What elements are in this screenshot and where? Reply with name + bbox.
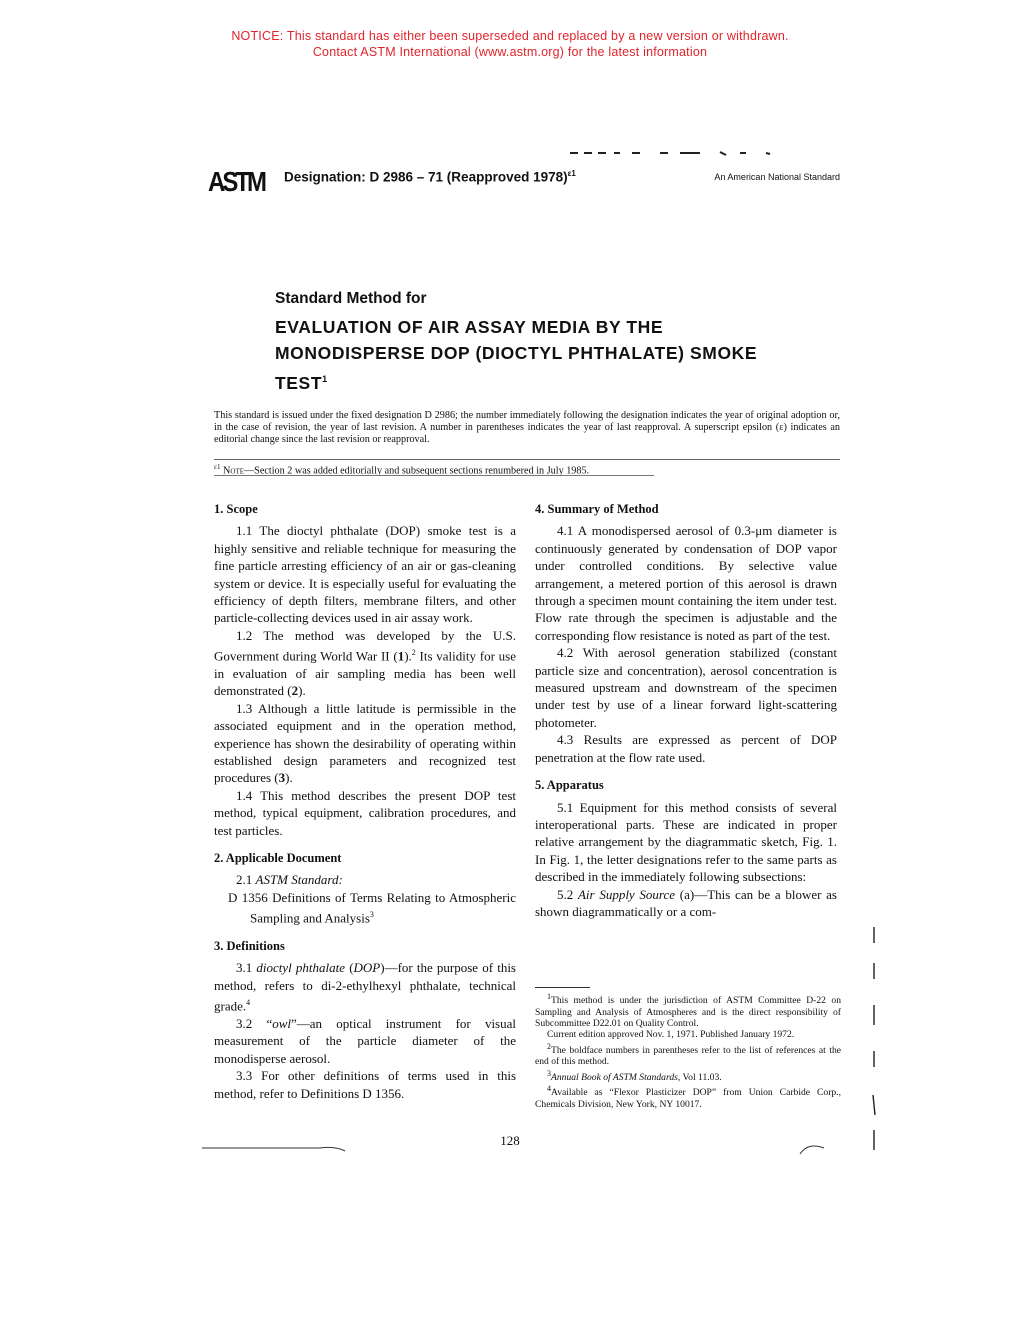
standard-method-label: Standard Method for	[275, 290, 427, 307]
para-5-2-a: 5.2	[557, 886, 578, 902]
para-2-1-a: 2.1	[236, 872, 256, 888]
scan-artifact-bottom-right	[798, 1140, 828, 1156]
footnote-1-mark: 1	[547, 992, 551, 1001]
title-line-1: EVALUATION OF AIR ASSAY MEDIA BY THE	[275, 317, 664, 337]
ref-2: 2	[291, 683, 299, 699]
designation-sup: ε1	[567, 169, 576, 178]
right-column	[535, 501, 837, 920]
footnote-ref-4: 4	[246, 998, 251, 1008]
footnote-2-mark: 2	[547, 1041, 551, 1051]
ref-3: 3	[278, 770, 286, 786]
para-3-1-c: (	[345, 960, 354, 976]
para-1-2-a: 1.2 The method was developed by the U.S. Government during World War II (	[214, 627, 516, 664]
para-5-2	[535, 886, 837, 921]
air-supply-source: Air Supply Source	[577, 886, 676, 902]
title-line-2: MONODISPERSE DOP (DIOCTYL PHTHALATE) SMOKE	[275, 343, 758, 363]
footnote-2-text: The boldface numbers in parentheses refer to the list of references at the end of this method.	[535, 1045, 841, 1068]
para-3-2-a: 3.2 “	[236, 1015, 273, 1031]
footnote-rule	[535, 987, 590, 988]
note-label: Note	[223, 465, 244, 477]
para-1-2	[214, 627, 516, 700]
para-1-4: 1.4 This method describes the present DOP test method, typical equipment, calibration procedures, and test particles.	[214, 787, 516, 838]
astm-logo-text: ASTM	[233, 198, 239, 200]
section-3-heading: 3. Definitions	[214, 939, 285, 953]
footnote-ref-2: 2	[411, 648, 416, 658]
svg-text:ASTM: ASTM	[208, 167, 264, 198]
section-4-heading: 4. Summary of Method	[535, 502, 659, 516]
footnote-4-mark: 4	[547, 1084, 551, 1094]
para-2-2	[214, 889, 516, 927]
para-5-1: 5.1 Equipment for this method consists of several interoperational parts. These are indicated in proper relative arrangement by the diagrammatic sketch, Fig. 1. In Fig. 1, the letter designations refer to the same parts as described in the immediately following subsections:	[535, 799, 837, 885]
scan-artifact-bottom-left	[200, 1140, 350, 1152]
footnote-1-text: This method is under the jurisdiction of ASTM Committee D-22 on Sampling and Analysis of Atmospheres and is the direct responsibility of Subcommittee D22.01 on Quality Control.	[535, 995, 841, 1029]
para-3-1	[214, 959, 516, 1015]
footnote-4	[535, 1083, 841, 1110]
notice-line-1: NOTICE: This standard has either been superseded and replaced by a new version or withdrawn.	[231, 29, 789, 43]
para-3-1-e: )—for the purpose of this method, refers to di-2-ethylhexyl phthalate, technical grade.	[214, 960, 516, 1014]
astm-standard-label: ASTM Standard:	[255, 872, 343, 888]
intro-paragraph: This standard is issued under the fixed designation D 2986; the number immediately following the designation indicates the year of original adoption or, in the case of revision, the year of last revision. A number in parentheses indicates the year of last reapproval. A superscript epsilon (ε) indicates an editorial change since the last revision or reapproval.	[214, 410, 840, 445]
footnote-4-text: Available as “Flexor Plasticizer DOP” from Union Carbide Corp., Chemicals Division, New York, NY 10017.	[535, 1087, 841, 1110]
astm-logo-icon	[208, 160, 264, 200]
ref-1: 1	[397, 648, 405, 664]
american-national-standard: An American National Standard	[714, 172, 840, 182]
notice-line-2: Contact ASTM International (www.astm.org) for the latest information	[312, 45, 708, 59]
para-3-3: 3.3 For other definitions of terms used in this method, refer to Definitions D 1356.	[214, 1068, 516, 1101]
footnote-1	[535, 991, 841, 1029]
note-text: —Section 2 was added editorially and subsequent sections renumbered in July 1985.	[243, 465, 590, 477]
footnote-1b: Current edition approved Nov. 1, 1971. Published January 1972.	[547, 1029, 795, 1041]
section-1-heading: 1. Scope	[214, 502, 258, 516]
para-1-3	[214, 700, 516, 787]
footnote-2	[535, 1041, 841, 1068]
para-3-1-a: 3.1	[236, 960, 257, 976]
para-4-2: 4.2 With aerosol generation stabilized (constant particle size and concentration), aerosol concentration is measured upstream and downstream of the specimen under test by use of a linear forward light-scattering photometer.	[535, 645, 837, 730]
footnote-3-vol: , Vol 11.03.	[677, 1072, 722, 1083]
title-line-3	[275, 366, 815, 396]
term-dop: dioctyl phthalate	[256, 960, 346, 976]
scan-artifact-right-margin	[868, 925, 880, 1155]
designation-text: Designation: D 2986 – 71 (Reapproved 1978)	[284, 169, 568, 185]
para-4-1: 4.1 A monodispersed aerosol of 0.3-μm diameter is continuously generated by condensation of DOP vapor under controlled conditions. By selective value arrangement, a metered portion of this aerosol is drawn through a specimen mount containing the item under test. Flow rate through the specimen is adjustable and the corresponding flow resistance is noted as part of the test.	[535, 523, 837, 643]
para-1-1: 1.1 The dioctyl phthalate (DOP) smoke test is a highly sensitive and reliable technique for measuring the fine particle arresting efficiency of an air or gas-cleaning system or device. It is especially useful for evaluating the efficiency of depth filters, membrane filters, and other particle-collecting devices used in air assay work.	[214, 523, 516, 626]
left-column	[214, 501, 516, 1102]
scan-artifact-dashes	[570, 150, 800, 156]
d1356-reference: D 1356 Definitions of Terms Relating to Atmospheric Sampling and Analysis	[228, 889, 516, 926]
designation-header	[208, 160, 840, 200]
term-dop-abbr: DOP	[353, 960, 381, 976]
note-divider	[214, 475, 654, 476]
para-1-3-a: 1.3 Although a little latitude is permissible in the associated equipment and in the operation method, experience has shown the desirability of operating within established design parameters and recognized test procedures (	[214, 700, 516, 786]
para-1-3-c: ).	[285, 770, 293, 786]
title-block	[275, 290, 815, 396]
footnotes	[535, 991, 841, 1110]
page-number: 128	[500, 1133, 520, 1148]
section-2-heading: 2. Applicable Document	[214, 851, 342, 866]
para-3-2	[214, 1015, 516, 1067]
term-owl: owl	[272, 1015, 292, 1031]
section-5-heading: 5. Apparatus	[535, 778, 604, 793]
para-1-2-f: ).	[298, 683, 306, 699]
notice-banner	[0, 28, 1020, 60]
footnote-3	[535, 1068, 841, 1084]
title-line-3-text: TEST	[275, 372, 323, 393]
para-3-2-c: ”—an optical instrument for visual measurement of the particle diameter of the monodisperse aerosol.	[214, 1015, 516, 1066]
designation	[284, 169, 576, 185]
para-2-1	[214, 871, 516, 888]
para-1-2-c: ).	[404, 648, 412, 664]
para-1-2-d: Its validity for use in evaluation of air sampling media has been well demonstrated (	[214, 648, 516, 699]
para-4-3: 4.3 Results are expressed as percent of DOP penetration at the flow rate used.	[535, 732, 837, 765]
footnote-3-mark: 3	[547, 1068, 551, 1078]
footnote-3-title: Annual Book of ASTM Standards	[551, 1072, 678, 1083]
footnote-ref-3: 3	[369, 910, 374, 920]
epsilon-mark: ε1	[214, 463, 221, 471]
para-5-2-c: (a)—This can be a blower as shown diagrammatically or a com-	[535, 886, 837, 919]
title-footnote-ref: 1	[322, 374, 328, 384]
